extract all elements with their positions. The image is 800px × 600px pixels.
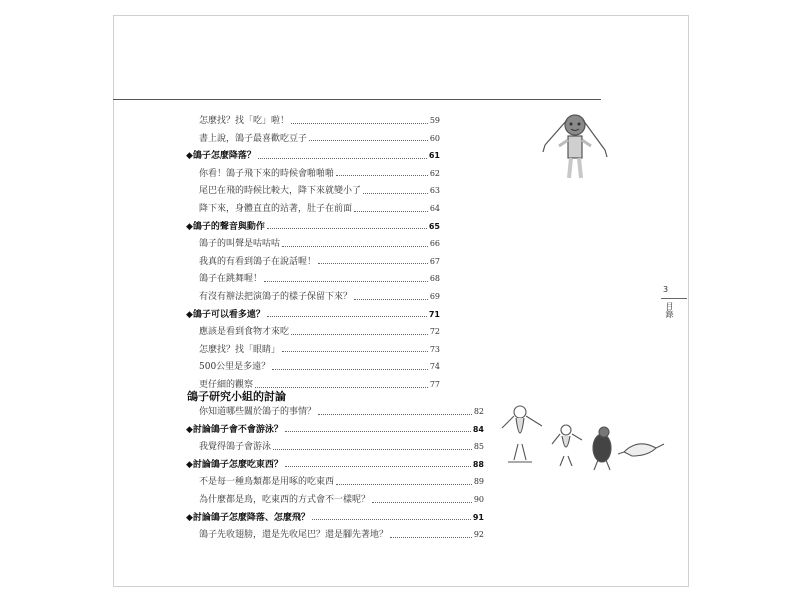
toc-leader-dots [285,466,471,467]
toc-page-number: 64 [429,204,440,213]
toc-leader-dots [312,519,471,520]
toc-page-number: 92 [473,530,484,540]
toc-entry[interactable] [199,272,440,286]
toc-leader-dots [354,211,428,212]
toc-page-number: 77 [429,380,440,389]
toc-leader-dots [285,431,471,432]
toc-entry-title: 書上說，鴿子最喜歡吃豆子 [199,133,308,144]
toc-page-number: 66 [429,239,440,249]
toc-page-number: 65 [428,221,440,231]
child-drawing-birds [498,398,668,478]
toc-leader-dots [309,140,428,141]
toc-entry-title: 鴿子在跳舞喔！ [199,274,263,285]
toc-section-entry[interactable] [186,511,484,525]
toc-entry-title: 有沒有辦法把演鴿子的樣子保留下來？ [199,292,353,302]
toc-page-number: 73 [429,344,440,354]
toc-entry[interactable] [199,528,484,542]
toc-entry[interactable] [199,325,440,339]
toc-leader-dots [354,299,428,300]
toc-leader-dots [267,228,427,229]
toc-leader-dots [318,263,428,264]
toc-entry[interactable] [199,290,440,304]
toc-page-number: 71 [428,309,440,319]
toc-entry[interactable] [199,255,440,269]
toc-leader-dots [318,414,472,415]
toc-entry-title: 怎麼找？找「吃」啦！ [199,116,290,126]
toc-page-number: 68 [429,274,440,284]
toc-page-number: 67 [429,256,440,266]
toc-entry[interactable] [199,343,440,357]
toc-section-entry[interactable] [186,149,440,163]
toc-leader-dots [291,123,428,124]
toc-leader-dots [336,484,472,485]
toc-page-number: 62 [429,168,440,178]
toc-page-number: 84 [472,424,484,434]
toc-entry[interactable] [199,360,440,374]
toc-entry-title: 鴿子的叫聲是咕咕咕 [199,239,281,250]
toc-entry-title: ◆討論鴿子怎麼降落、怎麼飛？ [186,512,310,523]
toc-entry-title: 為什麼都是鳥，吃東西的方式會不一樣呢？ [199,495,371,505]
toc-entry-title: 你看！鴿子飛下來的時候會啪啪啪 [199,168,335,179]
toc-entry[interactable] [199,405,484,419]
toc-leader-dots [258,158,427,159]
toc-entry-title: 我覺得鴿子會游泳 [199,442,272,453]
toc-entry-title: 怎麼找？找「眼睛」 [199,344,281,355]
toc-entry[interactable] [199,202,440,216]
toc-entry-title: ◆鴿子怎麼降落？ [186,151,256,162]
toc-entry-title: 鴿子先收翅膀，還是先收尾巴？還是腳先著地？ [199,530,389,541]
toc-entry-title: ◆討論鴿子怎麼吃東西？ [186,459,283,470]
toc-page-number: 63 [429,186,440,196]
toc-entry[interactable] [199,475,484,489]
toc-leader-dots [264,281,428,282]
toc-entry-title: 你知道哪些關於鴿子的事情？ [199,407,317,417]
section-heading: 鴿子研究小組的討論 [187,390,286,403]
page-number: 3 [663,285,669,294]
toc-entry[interactable] [199,237,440,251]
toc-leader-dots [363,193,428,194]
toc-entry-title: 我真的有看到鴿子在說話喔！ [199,256,317,267]
toc-page-number: 82 [473,407,484,416]
toc-entry[interactable] [199,493,484,507]
toc-section-entry[interactable] [186,458,484,472]
toc-page-number: 60 [429,133,440,143]
chapter-label: 目錄 [665,302,674,318]
toc-entry[interactable] [199,114,440,128]
toc-page-number: 69 [429,292,440,301]
side-rule [661,298,687,299]
toc-page-number: 91 [472,512,484,522]
toc-entry-title: 不是每一種鳥類都是用啄的吃東西 [199,477,335,488]
toc-entry-title: 更仔細的觀察 [199,380,254,390]
toc-page-number: 61 [428,151,440,161]
toc-entry-title: 500公里是多遠？ [199,362,271,373]
toc-leader-dots [267,316,427,317]
toc-entry-title: ◆討論鴿子會不會游泳？ [186,424,283,435]
toc-page-number: 85 [473,442,484,452]
toc-leader-dots [282,351,428,352]
toc-entry-title: 尾巴在飛的時候比較大，降下來就變小了 [199,186,362,197]
toc-entry[interactable] [199,440,484,454]
toc-leader-dots [273,449,472,450]
toc-entry-title: 應該是看到食物才來吃 [199,327,290,338]
toc-entry-title: 降下來，身體直直的站著，肚子在前面 [199,204,353,214]
toc-section-entry[interactable] [186,220,440,234]
toc-leader-dots [372,502,472,503]
toc-leader-dots [390,537,472,538]
toc-page-number: 90 [473,495,484,504]
toc-section-entry[interactable] [186,423,484,437]
toc-page-number: 88 [472,459,484,469]
child-drawing-figure [535,110,615,185]
toc-leader-dots [291,334,428,335]
toc-entry[interactable] [199,132,440,146]
toc-page-number: 59 [429,116,440,125]
toc-leader-dots [336,175,428,176]
toc-entry-title: ◆鴿子可以看多遠？ [186,309,265,320]
toc-section-entry[interactable] [186,308,440,322]
toc-entry[interactable] [199,184,440,198]
toc-page-number: 74 [429,362,440,372]
toc-page-number: 89 [473,477,484,487]
toc-entry-title: ◆鴿子的聲音與動作 [186,221,265,232]
toc-leader-dots [272,369,428,370]
toc-entry[interactable] [199,167,440,181]
toc-leader-dots [282,246,428,247]
toc-page-number: 72 [429,327,440,337]
